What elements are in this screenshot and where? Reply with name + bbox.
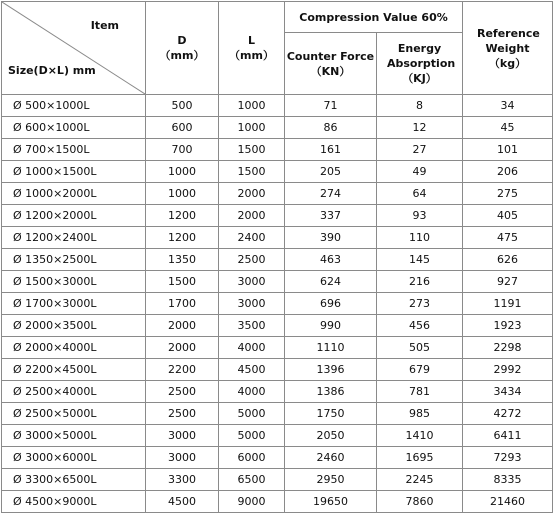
table-header	[2, 2, 553, 95]
table-row	[2, 469, 553, 491]
header-row-top	[2, 2, 553, 33]
size-cell: Ø 2500×4000L	[2, 381, 146, 403]
energy-cell: 456	[377, 315, 463, 337]
table-row	[2, 227, 553, 249]
size-cell: Ø 3000×5000L	[2, 425, 146, 447]
counter-force-cell: 274	[285, 183, 377, 205]
d-cell: 1350	[146, 249, 219, 271]
d-cell: 500	[146, 95, 219, 117]
weight-cell: 101	[463, 139, 553, 161]
d-cell: 3300	[146, 469, 219, 491]
weight-cell: 2298	[463, 337, 553, 359]
energy-cell: 1410	[377, 425, 463, 447]
d-cell: 1700	[146, 293, 219, 315]
l-header	[219, 2, 285, 95]
table-row	[2, 359, 553, 381]
table-row	[2, 183, 553, 205]
energy-cell: 781	[377, 381, 463, 403]
diagonal-divider	[2, 2, 145, 94]
d-cell: 3000	[146, 447, 219, 469]
table-row	[2, 381, 553, 403]
size-cell: Ø 1700×3000L	[2, 293, 146, 315]
l-cell: 4500	[219, 359, 285, 381]
counter-force-cell: 205	[285, 161, 377, 183]
d-cell: 2000	[146, 315, 219, 337]
item-size-header	[2, 2, 146, 95]
size-cell: Ø 1350×2500L	[2, 249, 146, 271]
size-cell: Ø 2200×4500L	[2, 359, 146, 381]
size-cell: Ø 4500×9000L	[2, 491, 146, 513]
counter-force-cell: 71	[285, 95, 377, 117]
l-cell: 4000	[219, 381, 285, 403]
d-header	[146, 2, 219, 95]
d-cell: 1000	[146, 161, 219, 183]
weight-cell: 275	[463, 183, 553, 205]
size-cell: Ø 500×1000L	[2, 95, 146, 117]
weight-cell: 8335	[463, 469, 553, 491]
compression-header: Compression Value 60%	[285, 2, 463, 33]
energy-cell: 985	[377, 403, 463, 425]
size-cell: Ø 1200×2400L	[2, 227, 146, 249]
d-cell: 3000	[146, 425, 219, 447]
l-cell: 3000	[219, 271, 285, 293]
d-label: D	[177, 34, 187, 47]
d-cell: 2500	[146, 381, 219, 403]
d-cell: 2200	[146, 359, 219, 381]
size-cell: Ø 1000×1500L	[2, 161, 146, 183]
weight-cell: 7293	[463, 447, 553, 469]
counter-force-cell: 990	[285, 315, 377, 337]
counter-force-cell: 1396	[285, 359, 377, 381]
energy-cell: 679	[377, 359, 463, 381]
size-cell: Ø 600×1000L	[2, 117, 146, 139]
table-row	[2, 293, 553, 315]
table-row	[2, 139, 553, 161]
weight-cell: 2992	[463, 359, 553, 381]
l-cell: 6500	[219, 469, 285, 491]
l-cell: 2000	[219, 205, 285, 227]
counter-force-cell: 86	[285, 117, 377, 139]
energy-cell: 93	[377, 205, 463, 227]
table-row	[2, 337, 553, 359]
energy-header	[377, 33, 463, 95]
energy-cell: 273	[377, 293, 463, 315]
energy-cell: 110	[377, 227, 463, 249]
energy-label: Energy Absorption	[387, 42, 456, 70]
energy-unit: （KJ）	[402, 72, 437, 85]
weight-label: Reference Weight	[477, 26, 540, 55]
table-row	[2, 117, 553, 139]
counter-force-cell: 1750	[285, 403, 377, 425]
weight-cell: 6411	[463, 425, 553, 447]
size-cell: Ø 2500×5000L	[2, 403, 146, 425]
counter-force-cell: 390	[285, 227, 377, 249]
table-row	[2, 491, 553, 513]
d-cell: 700	[146, 139, 219, 161]
weight-cell: 45	[463, 117, 553, 139]
energy-cell: 8	[377, 95, 463, 117]
counter-force-cell: 1110	[285, 337, 377, 359]
table-row	[2, 271, 553, 293]
size-cell: Ø 3300×6500L	[2, 469, 146, 491]
counter-force-cell: 1386	[285, 381, 377, 403]
weight-cell: 21460	[463, 491, 553, 513]
size-cell: Ø 2000×3500L	[2, 315, 146, 337]
l-cell: 5000	[219, 403, 285, 425]
l-unit: （mm）	[229, 49, 274, 62]
counter-force-cell: 337	[285, 205, 377, 227]
counter-force-header	[285, 33, 377, 95]
spec-table	[1, 1, 553, 513]
weight-cell: 1191	[463, 293, 553, 315]
l-cell: 2500	[219, 249, 285, 271]
counter-force-cell: 161	[285, 139, 377, 161]
l-cell: 3500	[219, 315, 285, 337]
table-row	[2, 315, 553, 337]
weight-cell: 1923	[463, 315, 553, 337]
table-row	[2, 425, 553, 447]
table-row	[2, 403, 553, 425]
d-cell: 2500	[146, 403, 219, 425]
size-cell: Ø 3000×6000L	[2, 447, 146, 469]
counter-force-cell: 624	[285, 271, 377, 293]
weight-unit: （kg）	[488, 56, 527, 70]
counter-force-cell: 2460	[285, 447, 377, 469]
weight-cell: 206	[463, 161, 553, 183]
table-row	[2, 95, 553, 117]
counter-force-cell: 696	[285, 293, 377, 315]
l-cell: 1000	[219, 95, 285, 117]
size-cell: Ø 1000×2000L	[2, 183, 146, 205]
d-cell: 2000	[146, 337, 219, 359]
energy-cell: 64	[377, 183, 463, 205]
weight-cell: 34	[463, 95, 553, 117]
size-cell: Ø 1200×2000L	[2, 205, 146, 227]
weight-cell: 475	[463, 227, 553, 249]
counter-force-cell: 463	[285, 249, 377, 271]
table-row	[2, 249, 553, 271]
energy-cell: 216	[377, 271, 463, 293]
table-body	[2, 95, 553, 513]
d-cell: 1200	[146, 227, 219, 249]
energy-cell: 2245	[377, 469, 463, 491]
l-cell: 9000	[219, 491, 285, 513]
l-cell: 4000	[219, 337, 285, 359]
energy-cell: 7860	[377, 491, 463, 513]
l-cell: 1500	[219, 161, 285, 183]
energy-cell: 505	[377, 337, 463, 359]
weight-cell: 927	[463, 271, 553, 293]
weight-cell: 4272	[463, 403, 553, 425]
d-cell: 1200	[146, 205, 219, 227]
counter-force-unit: （KN）	[310, 64, 351, 78]
weight-header	[463, 2, 553, 95]
counter-force-cell: 2950	[285, 469, 377, 491]
item-label: Item	[90, 19, 119, 32]
l-cell: 2400	[219, 227, 285, 249]
energy-cell: 145	[377, 249, 463, 271]
d-cell: 4500	[146, 491, 219, 513]
d-unit: （mm）	[159, 49, 205, 62]
table-row	[2, 205, 553, 227]
energy-cell: 12	[377, 117, 463, 139]
l-cell: 5000	[219, 425, 285, 447]
size-cell: Ø 1500×3000L	[2, 271, 146, 293]
size-cell: Ø 700×1500L	[2, 139, 146, 161]
weight-cell: 3434	[463, 381, 553, 403]
weight-cell: 626	[463, 249, 553, 271]
size-label: Size(D×L) mm	[8, 64, 96, 77]
energy-cell: 49	[377, 161, 463, 183]
weight-cell: 405	[463, 205, 553, 227]
counter-force-cell: 19650	[285, 491, 377, 513]
energy-cell: 1695	[377, 447, 463, 469]
table-row	[2, 161, 553, 183]
l-label: L	[247, 34, 255, 47]
energy-cell: 27	[377, 139, 463, 161]
l-cell: 3000	[219, 293, 285, 315]
counter-force-cell: 2050	[285, 425, 377, 447]
d-cell: 1500	[146, 271, 219, 293]
d-cell: 600	[146, 117, 219, 139]
l-cell: 2000	[219, 183, 285, 205]
l-cell: 1500	[219, 139, 285, 161]
d-cell: 1000	[146, 183, 219, 205]
l-cell: 1000	[219, 117, 285, 139]
l-cell: 6000	[219, 447, 285, 469]
size-cell: Ø 2000×4000L	[2, 337, 146, 359]
table-row	[2, 447, 553, 469]
counter-force-label: Counter Force	[286, 49, 375, 63]
